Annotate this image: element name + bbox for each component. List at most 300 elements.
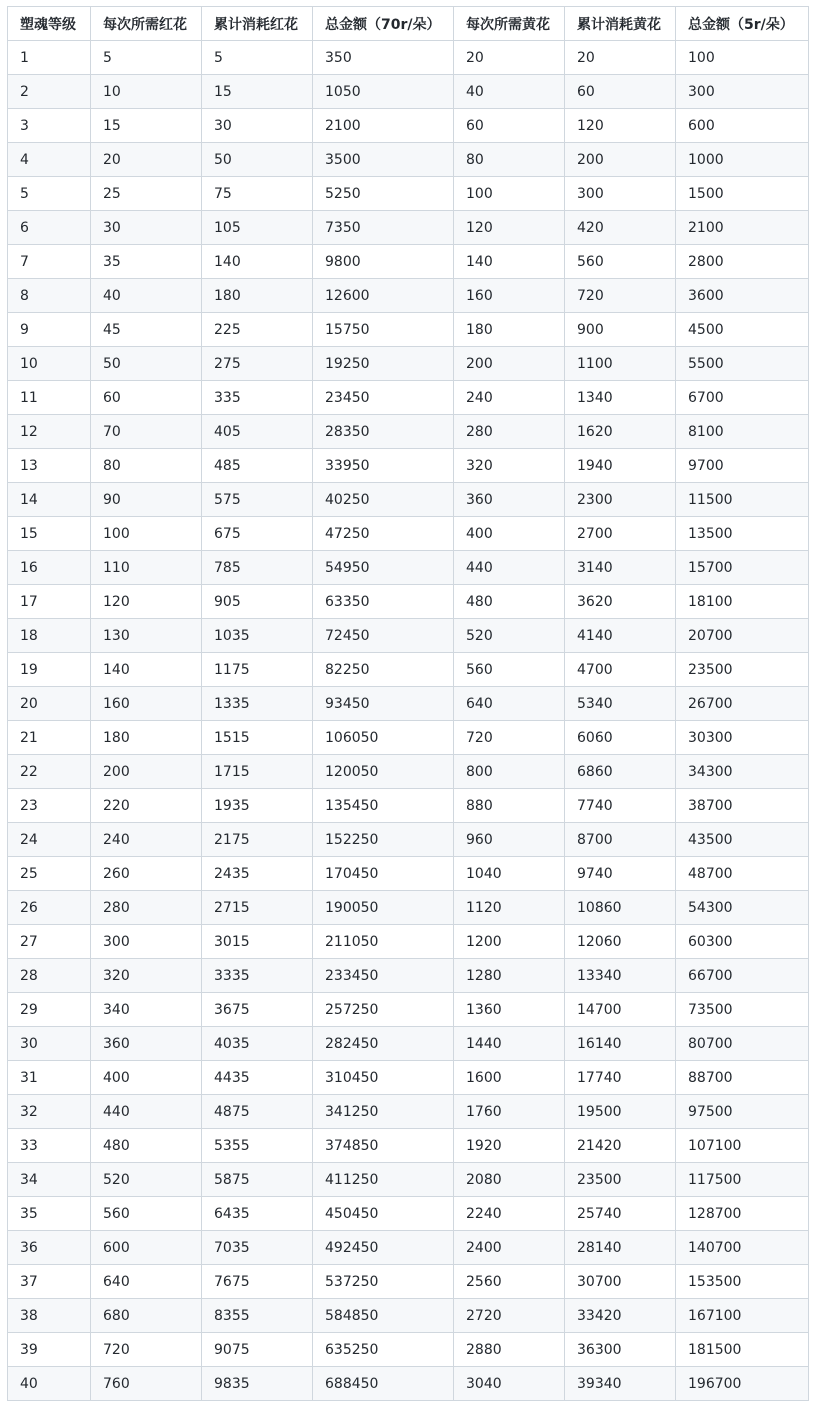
cell-level: 23: [8, 789, 91, 823]
cell-red-per-level: 25: [91, 177, 202, 211]
cell-yellow-per-level: 960: [454, 823, 565, 857]
cell-yellow-per-level: 40: [454, 75, 565, 109]
cell-red-total-cost: 2100: [313, 109, 454, 143]
cell-yellow-cumulative: 5340: [565, 687, 676, 721]
cell-red-total-cost: 72450: [313, 619, 454, 653]
cell-yellow-per-level: 140: [454, 245, 565, 279]
cell-red-per-level: 260: [91, 857, 202, 891]
cell-yellow-total-cost: 4500: [676, 313, 809, 347]
cell-red-total-cost: 341250: [313, 1095, 454, 1129]
cell-yellow-total-cost: 3600: [676, 279, 809, 313]
cell-red-cumulative: 140: [202, 245, 313, 279]
header-red-per-level: 每次所需红花: [91, 7, 202, 41]
cell-yellow-cumulative: 300: [565, 177, 676, 211]
cell-red-cumulative: 6435: [202, 1197, 313, 1231]
cell-yellow-total-cost: 2100: [676, 211, 809, 245]
table-row: [8, 347, 809, 381]
cell-yellow-per-level: 2080: [454, 1163, 565, 1197]
cell-yellow-per-level: 2720: [454, 1299, 565, 1333]
cell-red-per-level: 35: [91, 245, 202, 279]
cell-red-total-cost: 106050: [313, 721, 454, 755]
cell-level: 8: [8, 279, 91, 313]
cell-red-per-level: 130: [91, 619, 202, 653]
cell-red-per-level: 30: [91, 211, 202, 245]
cell-red-total-cost: 233450: [313, 959, 454, 993]
cell-level: 12: [8, 415, 91, 449]
table-row: [8, 313, 809, 347]
cell-red-total-cost: 310450: [313, 1061, 454, 1095]
table-row: [8, 143, 809, 177]
cell-yellow-per-level: 280: [454, 415, 565, 449]
cell-red-cumulative: 15: [202, 75, 313, 109]
table-row: [8, 1027, 809, 1061]
cell-yellow-cumulative: 6860: [565, 755, 676, 789]
cell-yellow-per-level: 1360: [454, 993, 565, 1027]
table-row: [8, 687, 809, 721]
cell-red-total-cost: 47250: [313, 517, 454, 551]
cell-red-cumulative: 575: [202, 483, 313, 517]
table-row: [8, 653, 809, 687]
cell-yellow-total-cost: 88700: [676, 1061, 809, 1095]
cell-red-per-level: 140: [91, 653, 202, 687]
cell-red-cumulative: 2175: [202, 823, 313, 857]
cell-red-cumulative: 4875: [202, 1095, 313, 1129]
cell-yellow-total-cost: 23500: [676, 653, 809, 687]
cell-yellow-total-cost: 60300: [676, 925, 809, 959]
header-red-total-cost: 总金额（70r/朵）: [313, 7, 454, 41]
cell-level: 2: [8, 75, 91, 109]
cell-yellow-total-cost: 48700: [676, 857, 809, 891]
cell-yellow-cumulative: 60: [565, 75, 676, 109]
cell-yellow-cumulative: 12060: [565, 925, 676, 959]
cell-red-total-cost: 19250: [313, 347, 454, 381]
cell-level: 31: [8, 1061, 91, 1095]
cell-red-per-level: 80: [91, 449, 202, 483]
cell-yellow-per-level: 240: [454, 381, 565, 415]
cell-yellow-total-cost: 107100: [676, 1129, 809, 1163]
cell-level: 32: [8, 1095, 91, 1129]
cell-yellow-cumulative: 8700: [565, 823, 676, 857]
cell-yellow-per-level: 640: [454, 687, 565, 721]
cell-red-total-cost: 40250: [313, 483, 454, 517]
cell-level: 5: [8, 177, 91, 211]
cell-yellow-total-cost: 300: [676, 75, 809, 109]
cell-yellow-cumulative: 1940: [565, 449, 676, 483]
cell-red-total-cost: 450450: [313, 1197, 454, 1231]
table-row: [8, 1197, 809, 1231]
cell-red-per-level: 40: [91, 279, 202, 313]
cell-level: 16: [8, 551, 91, 585]
cell-red-per-level: 640: [91, 1265, 202, 1299]
cell-yellow-cumulative: 560: [565, 245, 676, 279]
cell-red-per-level: 440: [91, 1095, 202, 1129]
cell-level: 4: [8, 143, 91, 177]
cell-red-total-cost: 63350: [313, 585, 454, 619]
cell-level: 39: [8, 1333, 91, 1367]
cell-yellow-total-cost: 100: [676, 41, 809, 75]
cell-yellow-per-level: 720: [454, 721, 565, 755]
cell-yellow-per-level: 320: [454, 449, 565, 483]
table-row: [8, 891, 809, 925]
cell-level: 36: [8, 1231, 91, 1265]
cell-red-per-level: 720: [91, 1333, 202, 1367]
cell-yellow-per-level: 60: [454, 109, 565, 143]
cell-yellow-cumulative: 2300: [565, 483, 676, 517]
cell-level: 13: [8, 449, 91, 483]
header-level: 塑魂等级: [8, 7, 91, 41]
cell-level: 17: [8, 585, 91, 619]
table-row: [8, 1333, 809, 1367]
cell-yellow-cumulative: 4700: [565, 653, 676, 687]
cell-yellow-cumulative: 7740: [565, 789, 676, 823]
header-row: [8, 7, 809, 41]
table-body: [8, 41, 809, 1401]
cell-red-cumulative: 8355: [202, 1299, 313, 1333]
table-row: [8, 755, 809, 789]
cell-red-cumulative: 275: [202, 347, 313, 381]
cell-yellow-total-cost: 80700: [676, 1027, 809, 1061]
cell-level: 29: [8, 993, 91, 1027]
cell-red-cumulative: 1715: [202, 755, 313, 789]
cell-red-per-level: 100: [91, 517, 202, 551]
table-row: [8, 585, 809, 619]
cell-yellow-cumulative: 9740: [565, 857, 676, 891]
cell-yellow-cumulative: 36300: [565, 1333, 676, 1367]
cell-red-total-cost: 33950: [313, 449, 454, 483]
cell-red-cumulative: 4435: [202, 1061, 313, 1095]
cell-red-cumulative: 5875: [202, 1163, 313, 1197]
cell-yellow-per-level: 80: [454, 143, 565, 177]
cell-red-total-cost: 54950: [313, 551, 454, 585]
cell-red-total-cost: 257250: [313, 993, 454, 1027]
cell-red-cumulative: 1335: [202, 687, 313, 721]
cell-red-per-level: 180: [91, 721, 202, 755]
cell-red-total-cost: 688450: [313, 1367, 454, 1401]
cell-red-per-level: 220: [91, 789, 202, 823]
cell-red-cumulative: 1035: [202, 619, 313, 653]
cell-yellow-per-level: 200: [454, 347, 565, 381]
cell-level: 22: [8, 755, 91, 789]
table-row: [8, 1061, 809, 1095]
cell-yellow-per-level: 1200: [454, 925, 565, 959]
cell-red-per-level: 300: [91, 925, 202, 959]
cell-red-cumulative: 3335: [202, 959, 313, 993]
cell-red-cumulative: 905: [202, 585, 313, 619]
cell-red-total-cost: 9800: [313, 245, 454, 279]
table-row: [8, 211, 809, 245]
table-row: [8, 1231, 809, 1265]
cell-yellow-cumulative: 20: [565, 41, 676, 75]
table-row: [8, 1367, 809, 1401]
table-row: [8, 415, 809, 449]
cell-red-cumulative: 105: [202, 211, 313, 245]
cell-yellow-per-level: 2560: [454, 1265, 565, 1299]
cell-yellow-cumulative: 900: [565, 313, 676, 347]
cell-red-per-level: 50: [91, 347, 202, 381]
table-row: [8, 993, 809, 1027]
cell-red-cumulative: 2715: [202, 891, 313, 925]
cell-yellow-total-cost: 38700: [676, 789, 809, 823]
cell-red-total-cost: 93450: [313, 687, 454, 721]
table-row: [8, 925, 809, 959]
cell-yellow-total-cost: 5500: [676, 347, 809, 381]
cell-level: 25: [8, 857, 91, 891]
cell-level: 6: [8, 211, 91, 245]
cell-level: 10: [8, 347, 91, 381]
cell-red-per-level: 200: [91, 755, 202, 789]
cell-yellow-total-cost: 20700: [676, 619, 809, 653]
cell-red-total-cost: 3500: [313, 143, 454, 177]
cell-level: 3: [8, 109, 91, 143]
cell-red-total-cost: 190050: [313, 891, 454, 925]
header-yellow-per-level: 每次所需黄花: [454, 7, 565, 41]
cell-red-total-cost: 28350: [313, 415, 454, 449]
cell-yellow-per-level: 1040: [454, 857, 565, 891]
cell-red-per-level: 240: [91, 823, 202, 857]
cell-red-cumulative: 485: [202, 449, 313, 483]
cell-level: 40: [8, 1367, 91, 1401]
cell-red-cumulative: 675: [202, 517, 313, 551]
cell-yellow-per-level: 1600: [454, 1061, 565, 1095]
cell-red-per-level: 15: [91, 109, 202, 143]
table-row: [8, 1163, 809, 1197]
cell-yellow-cumulative: 200: [565, 143, 676, 177]
cell-yellow-per-level: 180: [454, 313, 565, 347]
cell-yellow-total-cost: 34300: [676, 755, 809, 789]
table-row: [8, 177, 809, 211]
cell-yellow-total-cost: 26700: [676, 687, 809, 721]
cell-yellow-per-level: 1440: [454, 1027, 565, 1061]
cell-level: 19: [8, 653, 91, 687]
cell-yellow-total-cost: 181500: [676, 1333, 809, 1367]
cell-yellow-per-level: 1760: [454, 1095, 565, 1129]
cell-yellow-total-cost: 6700: [676, 381, 809, 415]
cell-red-total-cost: 23450: [313, 381, 454, 415]
cell-yellow-per-level: 880: [454, 789, 565, 823]
cell-yellow-total-cost: 600: [676, 109, 809, 143]
cell-yellow-cumulative: 1100: [565, 347, 676, 381]
cell-red-cumulative: 1515: [202, 721, 313, 755]
cell-yellow-per-level: 2240: [454, 1197, 565, 1231]
cell-level: 26: [8, 891, 91, 925]
cell-red-cumulative: 9835: [202, 1367, 313, 1401]
cell-yellow-cumulative: 120: [565, 109, 676, 143]
cell-yellow-cumulative: 13340: [565, 959, 676, 993]
cell-red-cumulative: 1175: [202, 653, 313, 687]
cell-red-per-level: 280: [91, 891, 202, 925]
cell-level: 1: [8, 41, 91, 75]
table-row: [8, 517, 809, 551]
cell-yellow-total-cost: 140700: [676, 1231, 809, 1265]
cell-yellow-per-level: 2880: [454, 1333, 565, 1367]
cell-red-per-level: 70: [91, 415, 202, 449]
cell-yellow-total-cost: 43500: [676, 823, 809, 857]
table-row: [8, 959, 809, 993]
cell-yellow-per-level: 1280: [454, 959, 565, 993]
cell-yellow-total-cost: 73500: [676, 993, 809, 1027]
header-red-cumulative: 累计消耗红花: [202, 7, 313, 41]
cell-yellow-cumulative: 39340: [565, 1367, 676, 1401]
cell-red-cumulative: 75: [202, 177, 313, 211]
cell-red-per-level: 760: [91, 1367, 202, 1401]
cell-level: 35: [8, 1197, 91, 1231]
table-row: [8, 619, 809, 653]
cell-red-total-cost: 537250: [313, 1265, 454, 1299]
header-yellow-total-cost: 总金额（5r/朵）: [676, 7, 809, 41]
cell-yellow-per-level: 20: [454, 41, 565, 75]
table-header: [8, 7, 809, 41]
cell-red-cumulative: 1935: [202, 789, 313, 823]
cell-level: 24: [8, 823, 91, 857]
cell-red-total-cost: 374850: [313, 1129, 454, 1163]
cell-red-cumulative: 785: [202, 551, 313, 585]
cell-red-per-level: 520: [91, 1163, 202, 1197]
cell-yellow-cumulative: 4140: [565, 619, 676, 653]
cell-yellow-total-cost: 128700: [676, 1197, 809, 1231]
cell-yellow-total-cost: 11500: [676, 483, 809, 517]
cell-red-cumulative: 30: [202, 109, 313, 143]
cell-red-total-cost: 15750: [313, 313, 454, 347]
cell-yellow-per-level: 560: [454, 653, 565, 687]
cell-yellow-total-cost: 9700: [676, 449, 809, 483]
cell-yellow-cumulative: 28140: [565, 1231, 676, 1265]
cell-yellow-total-cost: 153500: [676, 1265, 809, 1299]
table-row: [8, 857, 809, 891]
cell-level: 21: [8, 721, 91, 755]
cell-yellow-cumulative: 3140: [565, 551, 676, 585]
table-row: [8, 483, 809, 517]
table-row: [8, 1095, 809, 1129]
cell-yellow-cumulative: 25740: [565, 1197, 676, 1231]
cell-red-per-level: 680: [91, 1299, 202, 1333]
cell-yellow-total-cost: 196700: [676, 1367, 809, 1401]
cell-level: 14: [8, 483, 91, 517]
cell-yellow-cumulative: 14700: [565, 993, 676, 1027]
cell-level: 18: [8, 619, 91, 653]
cell-yellow-total-cost: 13500: [676, 517, 809, 551]
table-row: [8, 279, 809, 313]
cell-red-per-level: 400: [91, 1061, 202, 1095]
cell-yellow-per-level: 440: [454, 551, 565, 585]
cell-yellow-total-cost: 18100: [676, 585, 809, 619]
cell-yellow-total-cost: 8100: [676, 415, 809, 449]
cell-level: 20: [8, 687, 91, 721]
cell-red-total-cost: 120050: [313, 755, 454, 789]
cell-yellow-cumulative: 10860: [565, 891, 676, 925]
cell-level: 15: [8, 517, 91, 551]
data-table-container: [7, 6, 808, 1401]
cell-yellow-cumulative: 720: [565, 279, 676, 313]
cell-yellow-total-cost: 1500: [676, 177, 809, 211]
cell-yellow-cumulative: 19500: [565, 1095, 676, 1129]
cell-yellow-cumulative: 16140: [565, 1027, 676, 1061]
cell-yellow-per-level: 3040: [454, 1367, 565, 1401]
cell-red-per-level: 110: [91, 551, 202, 585]
cell-level: 7: [8, 245, 91, 279]
cell-yellow-total-cost: 2800: [676, 245, 809, 279]
table-row: [8, 449, 809, 483]
cell-red-cumulative: 335: [202, 381, 313, 415]
cell-yellow-cumulative: 23500: [565, 1163, 676, 1197]
cell-yellow-per-level: 2400: [454, 1231, 565, 1265]
cell-yellow-cumulative: 1620: [565, 415, 676, 449]
cell-yellow-cumulative: 17740: [565, 1061, 676, 1095]
cell-red-cumulative: 3015: [202, 925, 313, 959]
cell-red-total-cost: 492450: [313, 1231, 454, 1265]
cell-yellow-cumulative: 3620: [565, 585, 676, 619]
cell-level: 30: [8, 1027, 91, 1061]
cell-red-total-cost: 82250: [313, 653, 454, 687]
cell-level: 34: [8, 1163, 91, 1197]
cell-level: 28: [8, 959, 91, 993]
table-row: [8, 721, 809, 755]
cell-red-cumulative: 9075: [202, 1333, 313, 1367]
cell-red-total-cost: 411250: [313, 1163, 454, 1197]
cell-red-total-cost: 1050: [313, 75, 454, 109]
table-row: [8, 1129, 809, 1163]
cell-red-cumulative: 225: [202, 313, 313, 347]
cell-red-per-level: 480: [91, 1129, 202, 1163]
cell-red-total-cost: 12600: [313, 279, 454, 313]
cell-red-total-cost: 135450: [313, 789, 454, 823]
cell-red-cumulative: 5: [202, 41, 313, 75]
cell-red-per-level: 160: [91, 687, 202, 721]
cell-red-cumulative: 4035: [202, 1027, 313, 1061]
cell-level: 11: [8, 381, 91, 415]
cell-red-per-level: 20: [91, 143, 202, 177]
cell-red-total-cost: 5250: [313, 177, 454, 211]
cell-red-cumulative: 405: [202, 415, 313, 449]
table-row: [8, 75, 809, 109]
cell-red-cumulative: 180: [202, 279, 313, 313]
cell-yellow-per-level: 1920: [454, 1129, 565, 1163]
cell-red-per-level: 60: [91, 381, 202, 415]
cell-red-per-level: 45: [91, 313, 202, 347]
cell-yellow-cumulative: 21420: [565, 1129, 676, 1163]
cell-yellow-per-level: 480: [454, 585, 565, 619]
table-row: [8, 109, 809, 143]
cell-red-cumulative: 3675: [202, 993, 313, 1027]
cell-yellow-total-cost: 1000: [676, 143, 809, 177]
cell-red-total-cost: 211050: [313, 925, 454, 959]
table-row: [8, 41, 809, 75]
cell-yellow-total-cost: 97500: [676, 1095, 809, 1129]
cell-yellow-total-cost: 117500: [676, 1163, 809, 1197]
cell-level: 27: [8, 925, 91, 959]
cell-red-cumulative: 5355: [202, 1129, 313, 1163]
cell-yellow-cumulative: 30700: [565, 1265, 676, 1299]
cell-red-per-level: 360: [91, 1027, 202, 1061]
cell-level: 9: [8, 313, 91, 347]
cell-yellow-cumulative: 33420: [565, 1299, 676, 1333]
cell-yellow-per-level: 400: [454, 517, 565, 551]
cell-red-per-level: 5: [91, 41, 202, 75]
cell-red-per-level: 10: [91, 75, 202, 109]
cell-yellow-total-cost: 15700: [676, 551, 809, 585]
cell-red-cumulative: 7675: [202, 1265, 313, 1299]
cell-red-per-level: 90: [91, 483, 202, 517]
cell-red-per-level: 120: [91, 585, 202, 619]
cell-red-per-level: 340: [91, 993, 202, 1027]
cell-red-total-cost: 584850: [313, 1299, 454, 1333]
cell-red-total-cost: 170450: [313, 857, 454, 891]
cell-yellow-per-level: 800: [454, 755, 565, 789]
cell-red-per-level: 560: [91, 1197, 202, 1231]
table-row: [8, 245, 809, 279]
cell-red-total-cost: 7350: [313, 211, 454, 245]
cell-yellow-cumulative: 6060: [565, 721, 676, 755]
cell-yellow-per-level: 360: [454, 483, 565, 517]
